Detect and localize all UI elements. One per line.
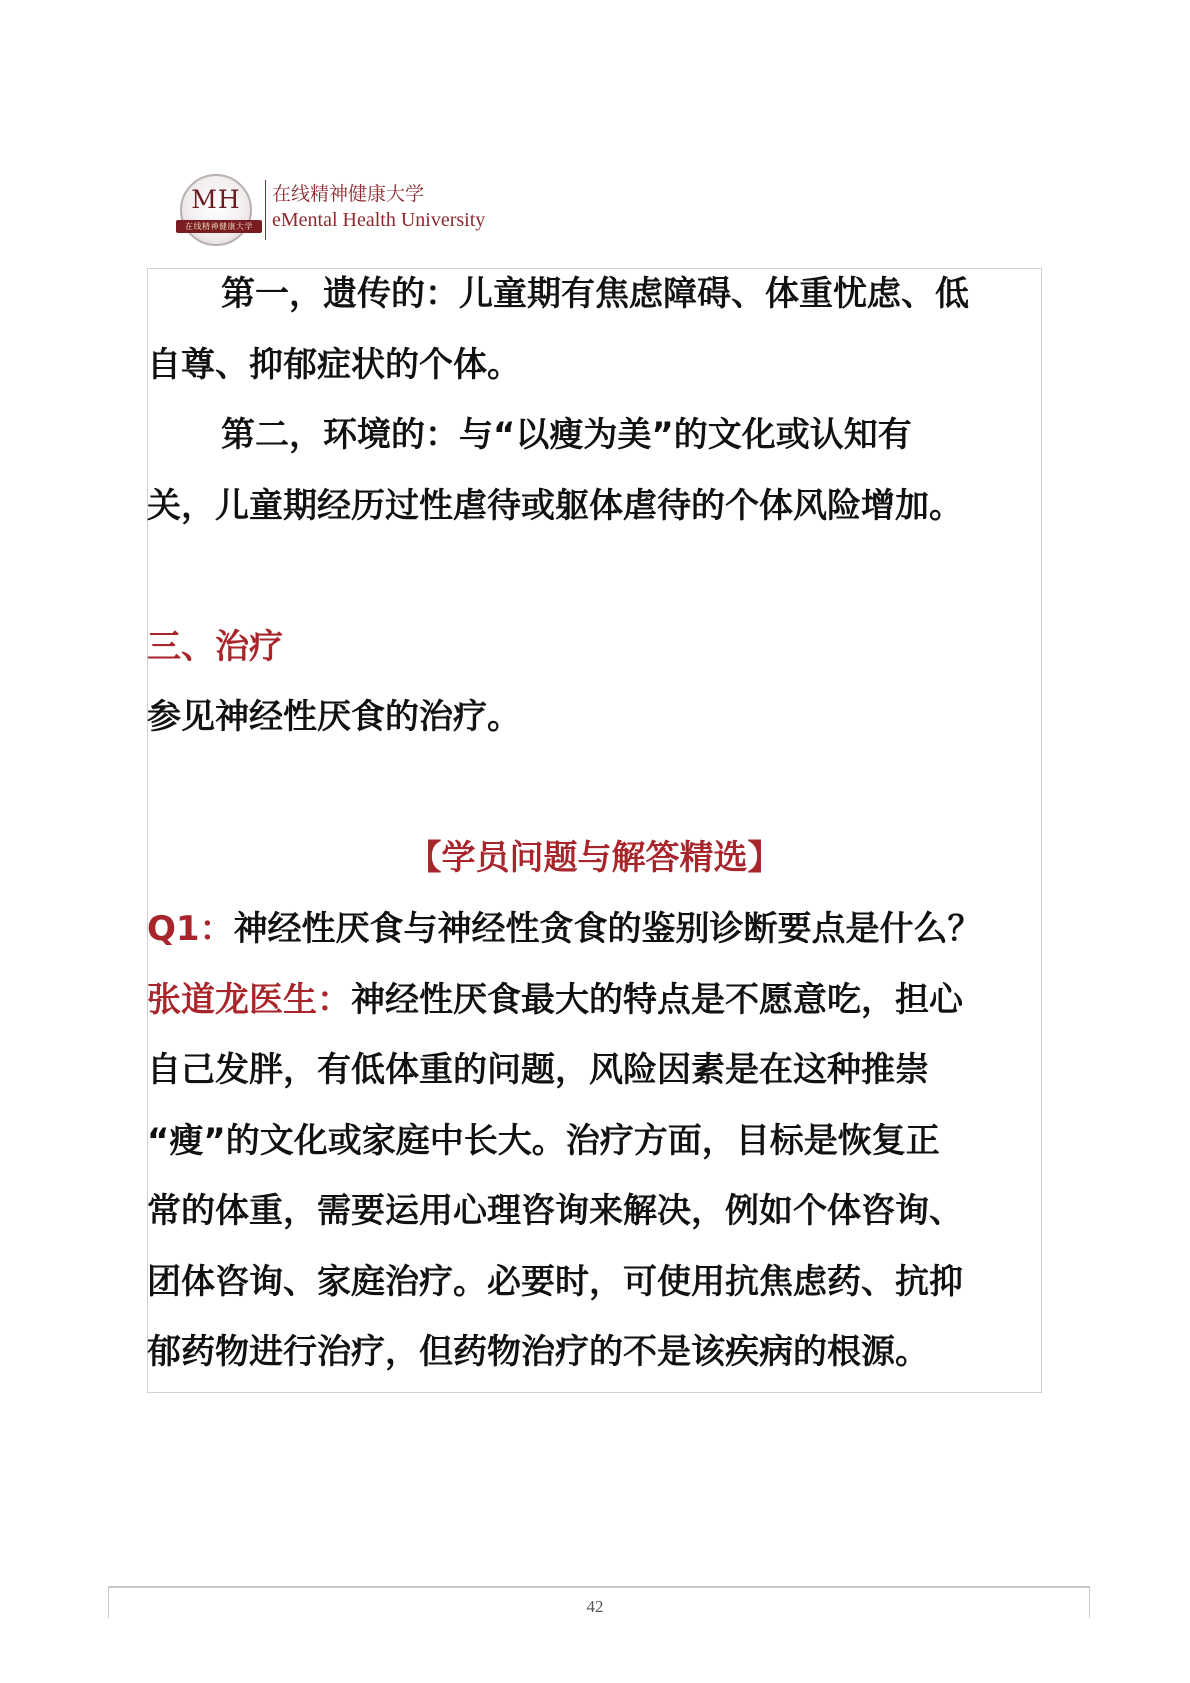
section-treatment-text: 参见神经性厌食的治疗。 [147,697,521,737]
answer-line1 [147,980,963,1020]
seal-ribbon [176,220,262,233]
question-1 [147,909,982,949]
university-seal-icon [180,174,252,246]
answer-line2: 自己发胖，有低体重的问题，风险因素是在这种推崇 [147,1050,929,1090]
university-name-cn: 在线精神健康大学 [272,183,425,205]
answer-line3: “瘦”的文化或家庭中长大。治疗方面，目标是恢复正 [147,1121,940,1161]
paragraph-genetic-line2: 自尊、抑郁症状的个体。 [147,345,521,385]
answer-text-line1: 神经性厌食最大的特点是不愿意吃，担心 [351,980,963,1020]
answer-line6: 郁药物进行治疗，但药物治疗的不是该疾病的根源。 [147,1332,929,1372]
paragraph-environment-line1: 第二，环境的：与“以瘦为美”的文化或认知有 [221,415,912,455]
answer-line5: 团体咨询、家庭治疗。必要时，可使用抗焦虑药、抗抑 [147,1262,963,1302]
answer-line4: 常的体重，需要运用心理咨询来解决，例如个体咨询、 [147,1191,963,1231]
qa-heading: 【学员问题与解答精选】 [407,838,782,878]
footer-rule [108,1586,1090,1588]
seal-ribbon-text: 在线精神健康大学 [185,222,253,231]
answer-label: 张道龙医生： [147,980,351,1020]
header-divider [265,180,266,240]
university-name-en: eMental Health University [272,209,486,231]
seal-monogram: MH [191,185,241,214]
question-label: Q1： [147,909,234,949]
header-logo [172,172,532,248]
section-heading-treatment: 三、治疗 [147,627,283,667]
page-number: 42 [586,1597,604,1616]
paragraph-environment-line2: 关，儿童期经历过性虐待或躯体虐待的个体风险增加。 [147,486,963,526]
question-text: 神经性厌食与神经性贪食的鉴别诊断要点是什么？ [233,909,982,949]
paragraph-genetic-line1: 第一，遗传的：儿童期有焦虑障碍、体重忧虑、低 [221,274,969,314]
